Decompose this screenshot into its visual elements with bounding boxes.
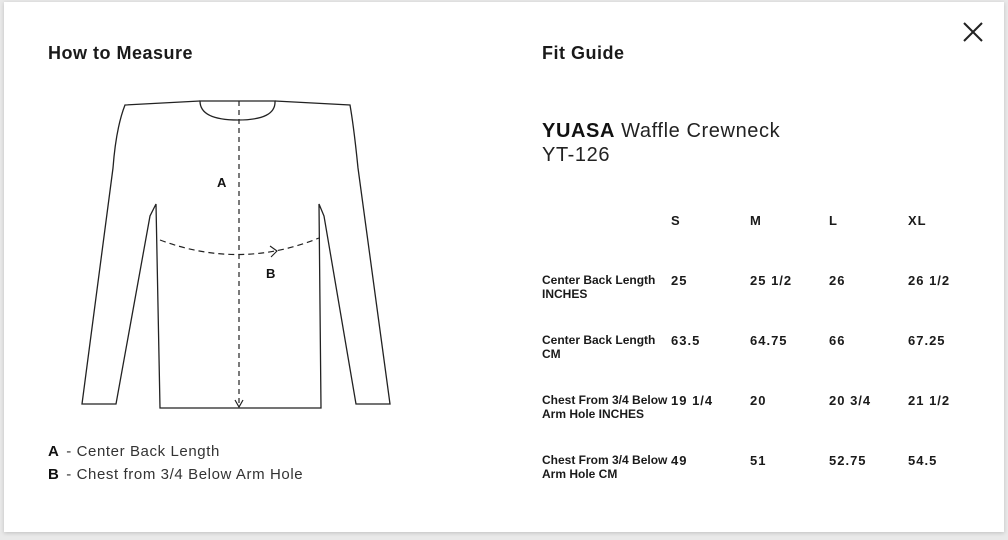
table-row xyxy=(542,333,987,393)
size-header: M xyxy=(750,213,762,228)
table-corner xyxy=(542,213,671,273)
legend-text: - Center Back Length xyxy=(61,443,220,460)
table-cell: 63.5 xyxy=(671,333,701,348)
table-cell: 25 1/2 xyxy=(750,273,793,288)
table-cell: 25 xyxy=(671,273,688,288)
legend-item xyxy=(48,466,303,489)
table-cell: 54.5 xyxy=(908,453,938,468)
table-cell: 21 1/2 xyxy=(908,393,951,408)
size-header: L xyxy=(829,213,838,228)
close-button[interactable] xyxy=(960,19,986,45)
table-cell: 51 xyxy=(750,453,767,468)
table-cell: 67.25 xyxy=(908,333,946,348)
row-label: Center Back Length INCHES xyxy=(542,273,656,301)
size-guide-modal xyxy=(4,2,1004,532)
product-name: Waffle Crewneck xyxy=(615,120,781,142)
product-sku: YT-126 xyxy=(542,144,611,166)
label-a: A xyxy=(217,175,227,190)
how-to-measure-title: How to Measure xyxy=(48,43,194,63)
collar xyxy=(200,101,275,120)
table-row xyxy=(542,453,987,513)
table-cell: 20 3/4 xyxy=(829,393,872,408)
table-row xyxy=(542,393,987,453)
table-cell: 19 1/4 xyxy=(671,393,714,408)
fit-guide-title: Fit Guide xyxy=(542,43,625,63)
row-label: Chest From 3/4 Below Arm Hole INCHES xyxy=(542,393,668,421)
table-cell: 26 xyxy=(829,273,846,288)
product-brand: YUASA xyxy=(542,120,616,142)
label-b: B xyxy=(266,266,276,281)
size-header: S xyxy=(671,213,681,228)
table-cell: 66 xyxy=(829,333,846,348)
close-icon xyxy=(960,19,986,45)
product-name-line xyxy=(542,119,780,143)
table-cell: 49 xyxy=(671,453,688,468)
legend-letter: B xyxy=(48,466,60,483)
table-cell: 26 1/2 xyxy=(908,273,951,288)
table-cell: 52.75 xyxy=(829,453,867,468)
size-header-row xyxy=(542,213,987,273)
table-row xyxy=(542,273,987,333)
row-label: Center Back Length CM xyxy=(542,333,656,361)
product-heading xyxy=(542,119,780,167)
sweater-outline xyxy=(82,101,390,408)
size-header: XL xyxy=(908,213,927,228)
table-cell: 64.75 xyxy=(750,333,788,348)
table-cell: 20 xyxy=(750,393,767,408)
legend-item xyxy=(48,443,303,466)
sweater-diagram xyxy=(80,98,400,418)
legend-text: - Chest from 3/4 Below Arm Hole xyxy=(61,466,304,483)
row-label: Chest From 3/4 Below Arm Hole CM xyxy=(542,453,668,481)
legend-letter: A xyxy=(48,443,60,460)
measure-legend xyxy=(48,443,303,489)
fit-table xyxy=(542,213,987,513)
